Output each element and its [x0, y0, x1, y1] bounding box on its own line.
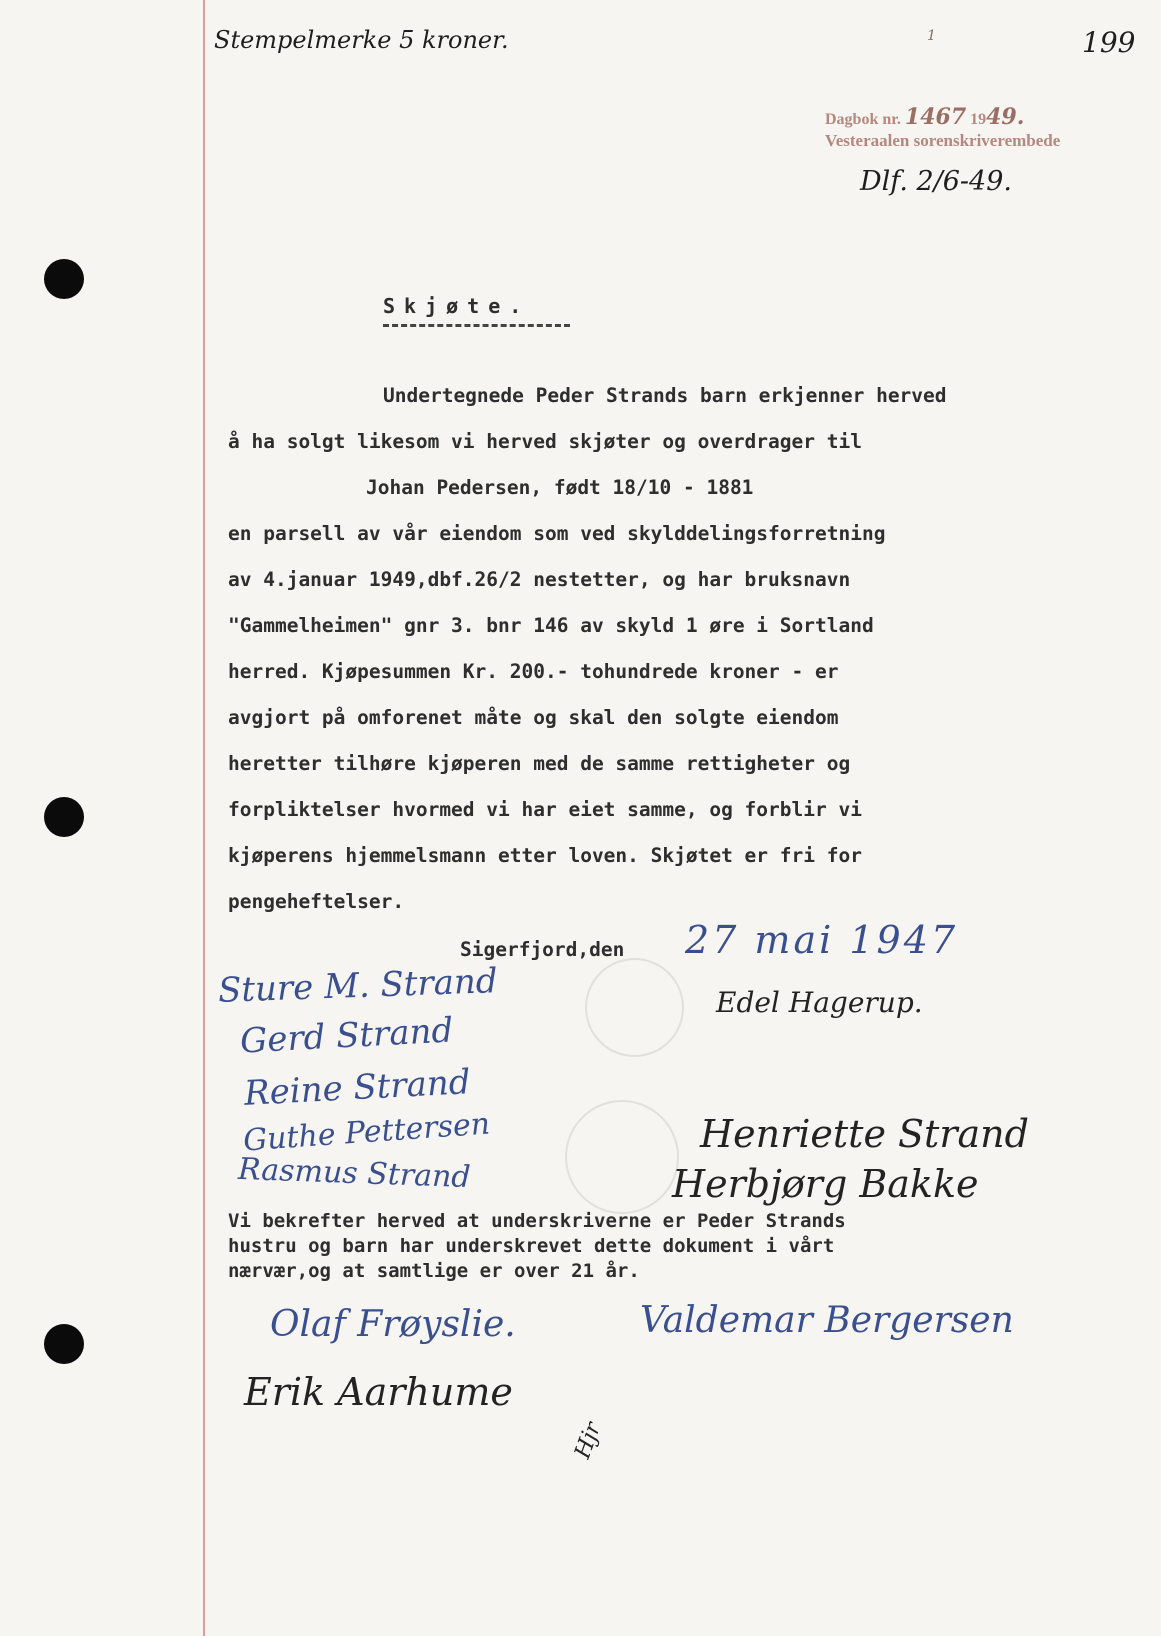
margin-tick: 1 [927, 28, 936, 44]
witness-signature-left: Olaf Frøyslie. [270, 1304, 516, 1345]
signature-edel-hagerup: Edel Hagerup. [716, 986, 923, 1019]
handwritten-date: 27 mai 1947 [685, 918, 959, 962]
punch-hole-top [44, 259, 84, 299]
year-prefix: 19 [970, 111, 987, 128]
signature-gerd-strand: Gerd Strand [239, 1010, 455, 1062]
witness-line-2: hustru og barn har underskrevet dette dokument i vårt [228, 1235, 835, 1257]
signature-henriette-strand: Henriette Strand [700, 1112, 1029, 1156]
embossed-seal-upper [585, 958, 684, 1057]
body-line-9: heretter tilhøre kjøperen med de samme rettigheter og [228, 752, 851, 775]
registry-stamp-line2: Vesteraalen sorenskriverembede [825, 131, 1061, 150]
place-date-typed: Sigerfjord,den [460, 938, 625, 961]
body-line-7: herred. Kjøpesummen Kr. 200.- tohundrede kroner - er [228, 660, 839, 683]
body-line-6: "Gammelheimen" gnr 3. bnr 146 av skyld 1 øre i Sortland [228, 614, 874, 637]
signature-rasmus-strand: Rasmus Strand [237, 1151, 472, 1196]
body-line-5: av 4.januar 1949,dbf.26/2 nestetter, og har bruksnavn [228, 568, 851, 591]
body-line-1: Undertegnede Peder Strands barn erkjenner herved [383, 384, 947, 407]
stamp-duty-note: Stempelmerke 5 kroner. [214, 26, 509, 54]
punch-hole-middle [44, 797, 84, 837]
body-line-12: pengeheftelser. [228, 890, 405, 913]
witness-line-1: Vi bekrefter herved at underskriverne er Peder Strands [228, 1210, 846, 1232]
diary-number: 1467 [904, 104, 967, 130]
body-line-3: Johan Pedersen, født 18/10 - 1881 [366, 476, 754, 499]
witness-signature-right: Valdemar Bergersen [640, 1300, 1014, 1341]
signature-sture-strand: Sture M. Strand [217, 961, 499, 1011]
delivered-date: Dlf. 2/6-49. [860, 166, 1012, 197]
clerk-initials: Hjr [570, 1419, 607, 1462]
punch-hole-bottom [44, 1324, 84, 1364]
body-line-11: kjøperens hjemmelsmann etter loven. Skjøtet er fri for [228, 844, 862, 867]
witness-line-3: nærvær,og at samtlige er over 21 år. [228, 1260, 640, 1282]
signature-guthe-pettersen: Guthe Pettersen [242, 1106, 492, 1159]
signature-herbjorg-bakke: Herbjørg Bakke [672, 1162, 979, 1206]
document-title: Skjøte. [383, 294, 531, 318]
signature-reine-strand: Reine Strand [243, 1062, 472, 1114]
witness-signature-bottom: Erik Aarhume [244, 1370, 513, 1414]
title-underline [383, 324, 570, 327]
embossed-seal-lower [565, 1100, 679, 1214]
body-line-10: forpliktelser hvormed vi har eiet samme, og forblir vi [228, 798, 862, 821]
page-number: 199 [1082, 26, 1136, 59]
diary-label: Dagbok nr. [825, 111, 901, 128]
registry-stamp-line1 [825, 104, 1024, 130]
year-suffix: 49. [986, 104, 1025, 130]
body-line-2: å ha solgt likesom vi herved skjøter og overdrager til [228, 430, 862, 453]
body-line-4: en parsell av vår eiendom som ved skylddelingsforretning [228, 522, 886, 545]
margin-line [203, 0, 205, 1636]
body-line-8: avgjort på omforenet måte og skal den solgte eiendom [228, 706, 839, 729]
